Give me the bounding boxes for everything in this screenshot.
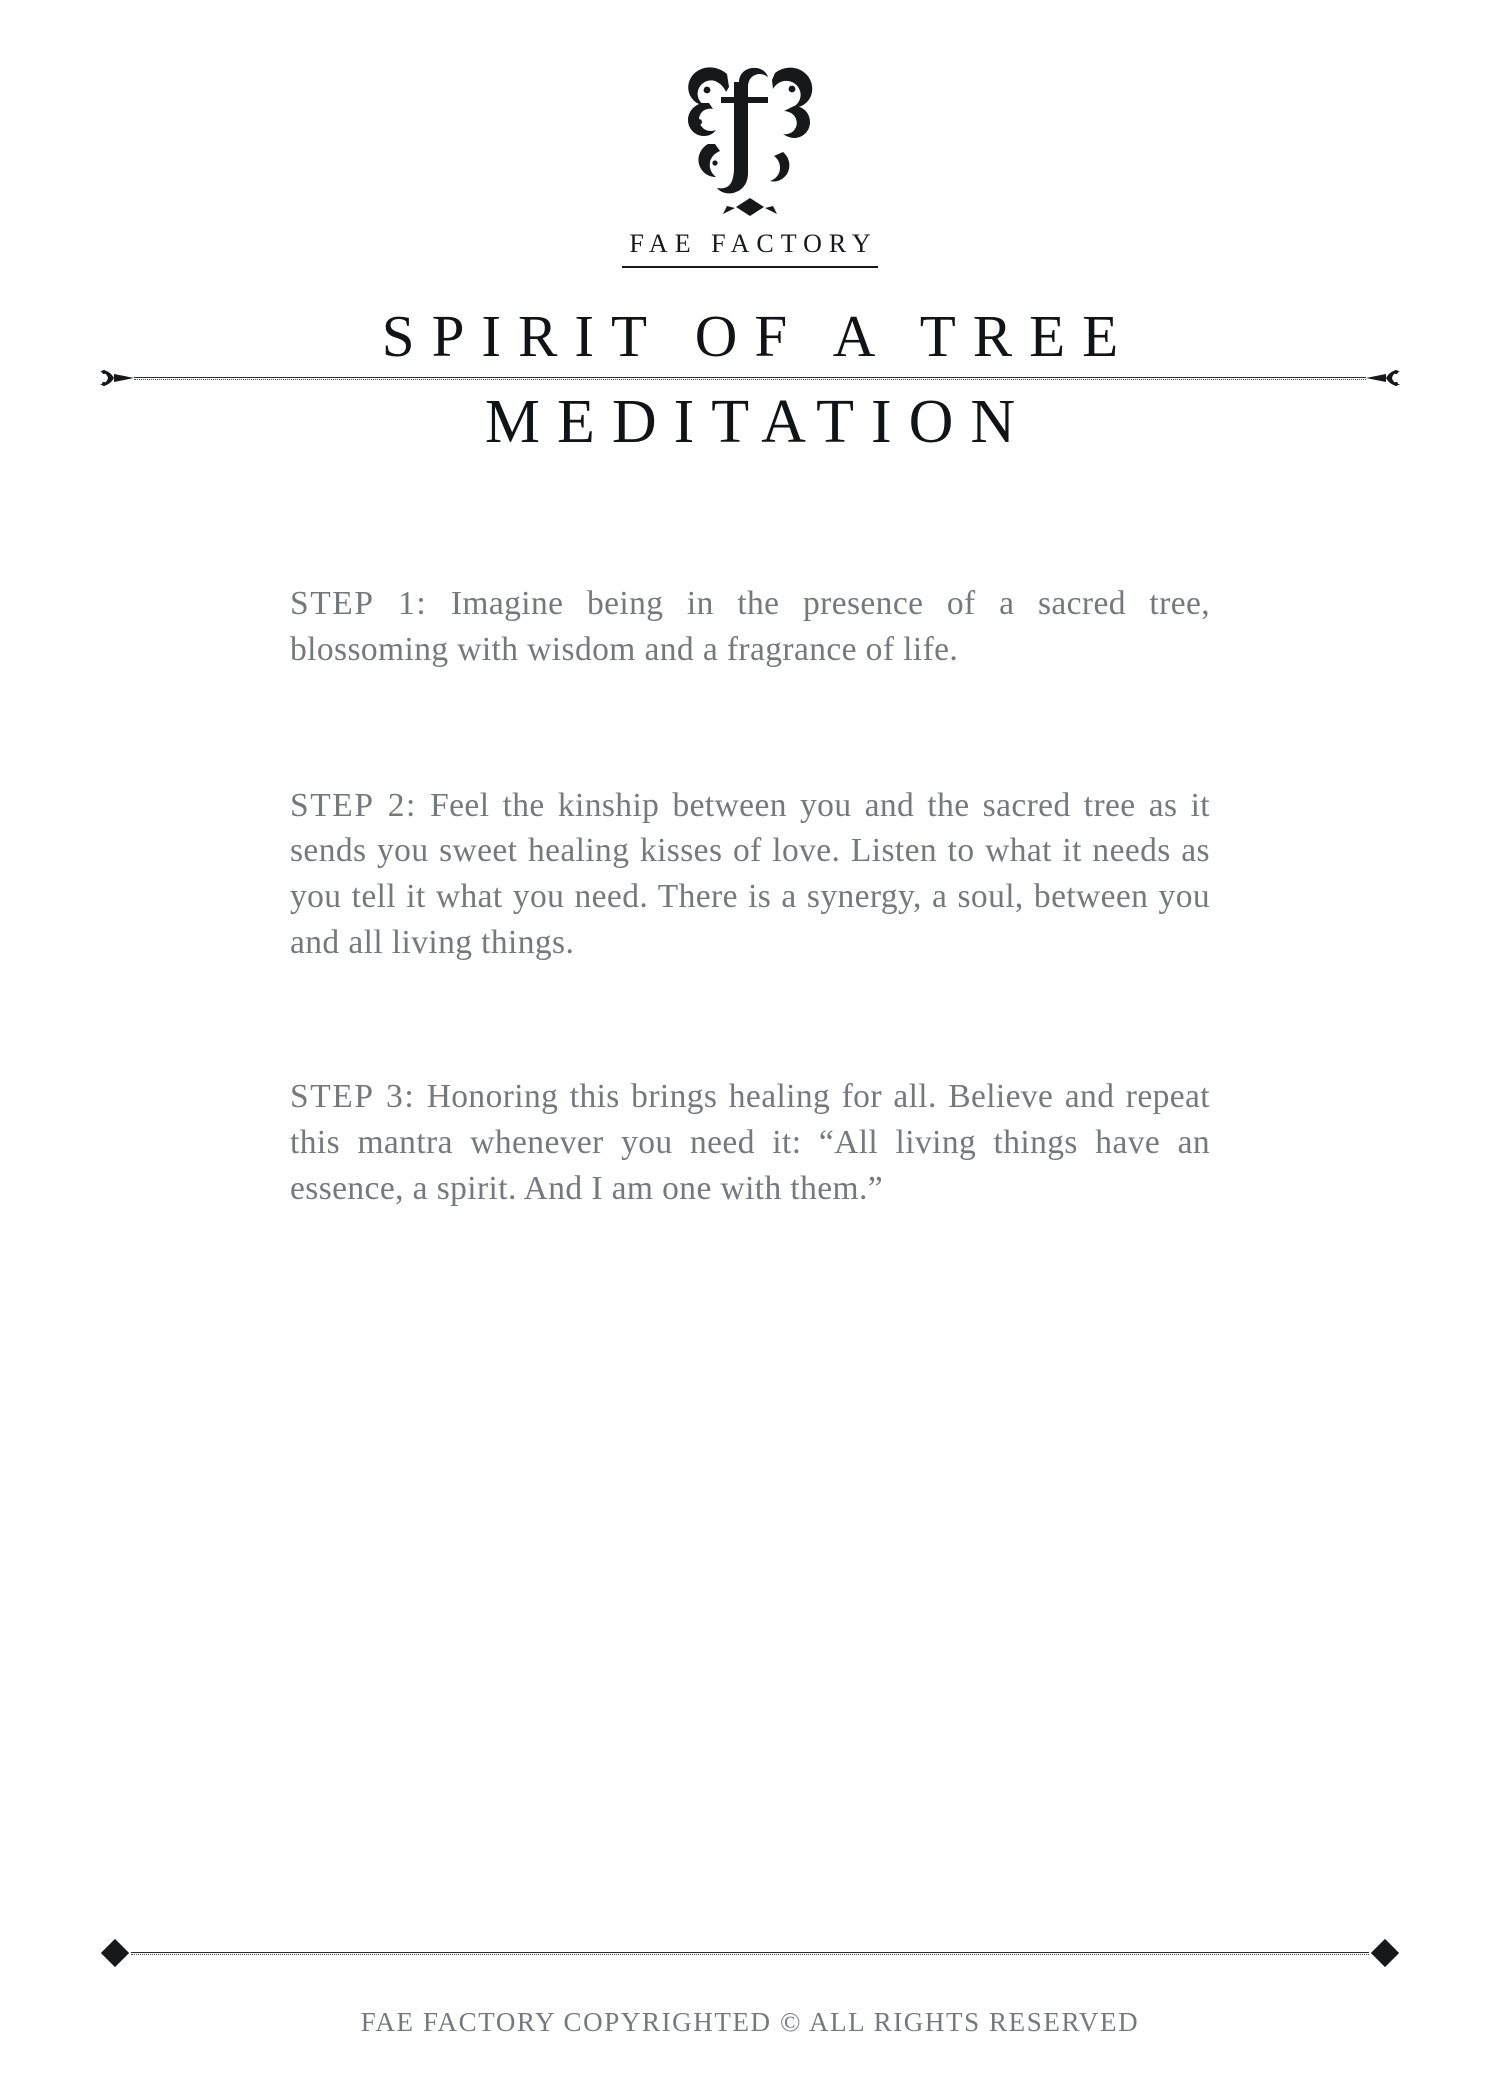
step-1-label: STEP 1: xyxy=(290,584,428,622)
step-3-label: STEP 3: xyxy=(290,1078,416,1116)
step-1 xyxy=(290,581,1210,673)
meditation-steps xyxy=(290,459,1210,1212)
page-title xyxy=(0,302,1500,459)
copyright-text: FAE FACTORY COPYRIGHTED © ALL RIGHTS RESERVED xyxy=(360,2007,1140,2037)
diamond-icon xyxy=(1371,1939,1399,1967)
step-3-text: Honoring this brings healing for all. Believe and repeat this mantra whenever you need it: “All living things have an essence, a spirit. And I am one with them.” xyxy=(290,1078,1210,1207)
step-1-text: Imagine being in the presence of a sacred tree, blossoming with wisdom and a fragrance of life. xyxy=(290,584,1211,668)
diamond-icon xyxy=(101,1939,129,1967)
divider-line xyxy=(134,377,1366,380)
brand-header xyxy=(0,0,1500,268)
footer-divider-line xyxy=(131,1952,1369,1955)
page-footer xyxy=(0,1943,1500,2038)
footer-divider xyxy=(105,1943,1395,1963)
title-line-2: MEDITATION xyxy=(484,387,1033,456)
brand-name: FAE FACTORY xyxy=(622,229,877,268)
fae-factory-monogram-icon xyxy=(655,48,845,223)
title-line-1: SPIRIT OF A TREE xyxy=(381,303,1136,369)
step-2-label: STEP 2: xyxy=(290,786,417,824)
step-2-text: Feel the kinship between you and the sacred tree as it sends you sweet healing kisses of love. Listen to what it needs as you tell it what you need. There is a synergy, a soul, between you and all living things. xyxy=(290,786,1210,962)
step-2 xyxy=(290,783,1210,967)
step-3 xyxy=(290,1074,1210,1212)
